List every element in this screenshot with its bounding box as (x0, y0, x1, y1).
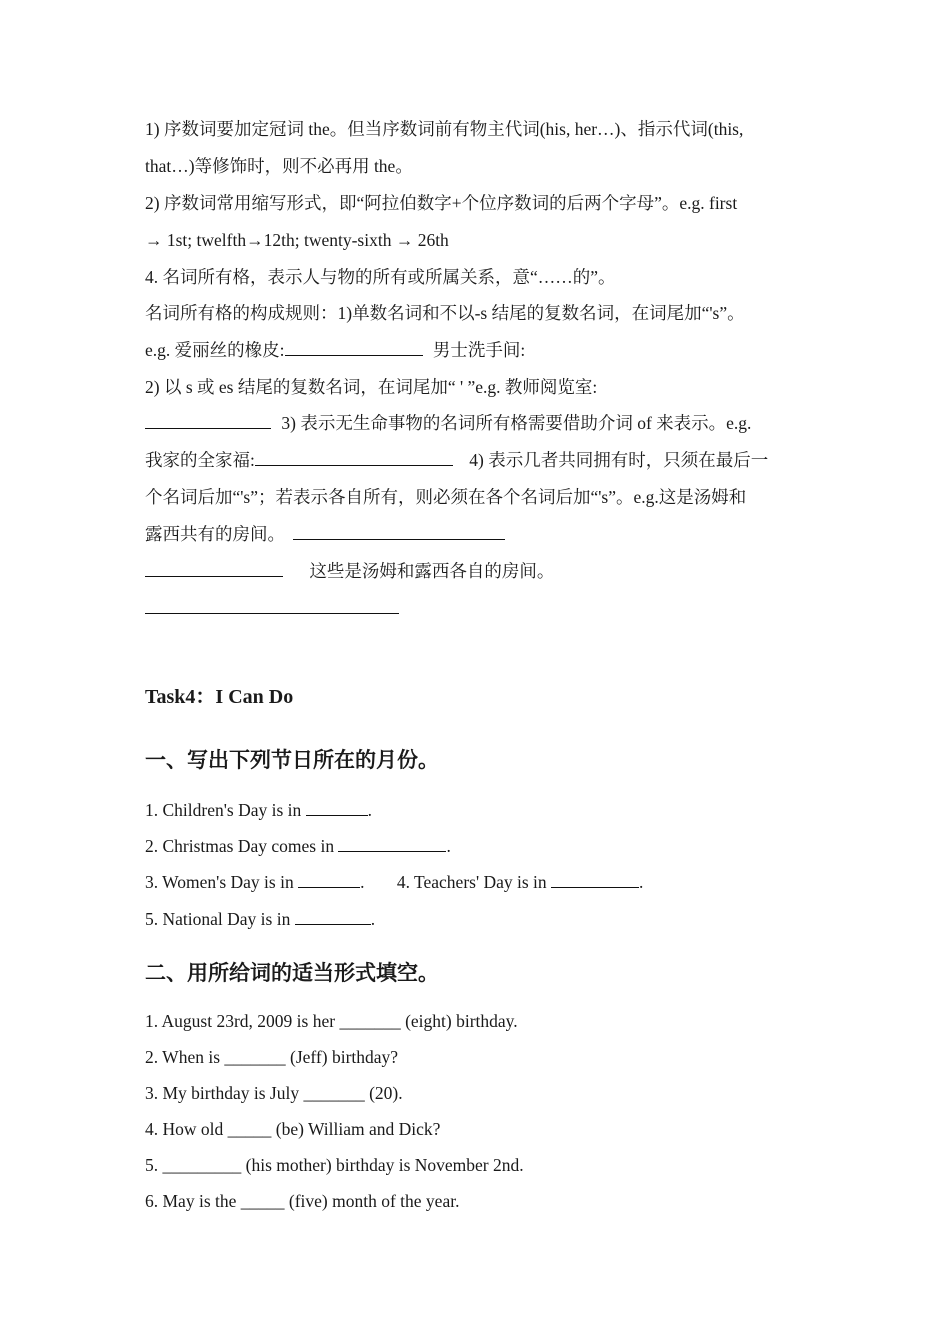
s1-q3-period: . (360, 872, 365, 892)
s1-q4-blank[interactable] (551, 873, 639, 888)
s2-question-5: 5. _________ (his mother) birthday is November 2nd. (145, 1155, 524, 1175)
note-line-8: 2) 以 s 或 es 结尾的复数名词，在词尾加“ ' ”e.g. 教师阅览室: (145, 377, 598, 397)
blank-family-photo[interactable] (255, 451, 453, 466)
s2-question-4: 4. How old _____ (be) William and Dick? (145, 1119, 441, 1139)
section-1-heading: 一、写出下列节日所在的月份。 (145, 747, 439, 772)
s1-q1-text: 1. Children's Day is in (145, 800, 302, 820)
s2-question-6: 6. May is the _____ (five) month of the year. (145, 1191, 460, 1211)
s1-q5-text: 5. National Day is in (145, 909, 291, 929)
task-heading: Task4：I Can Do (145, 686, 294, 708)
example-shared-room: 露西共有的房间。 (145, 524, 285, 544)
note-line-5: 4. 名词所有格，表示人与物的所有或所属关系，意“……的”。 (145, 267, 616, 287)
s1-question-3-4 (145, 872, 643, 893)
note-rule-4: 4) 表示几者共同拥有时，只须在最后一 (469, 450, 769, 470)
s1-q4-text: 4. Teachers' Day is in (396, 872, 547, 892)
s1-q2-period: . (446, 836, 451, 856)
blank-separate-rooms[interactable] (145, 599, 399, 614)
s2-question-3: 3. My birthday is July _______ (20). (145, 1083, 403, 1103)
s1-q1-blank[interactable] (306, 801, 368, 816)
section-2-heading: 二、用所给词的适当形式填空。 (145, 960, 439, 985)
s1-q1-period: . (367, 800, 373, 820)
s1-q4-period: . (639, 872, 644, 892)
note-line-4: → 1st; twelfth→12th; twenty-sixth → 26th (145, 230, 449, 250)
s1-question-2 (145, 836, 451, 857)
example-family-photo: 我家的全家福: (145, 450, 255, 470)
note-line-7 (145, 339, 525, 361)
example-separate-rooms: 这些是汤姆和露西各自的房间。 (309, 561, 555, 581)
example-alice-eraser: e.g. 爱丽丝的橡皮: (145, 340, 285, 360)
note-line-2: that…)等修饰时，则不必再用 the。 (145, 156, 413, 176)
note-line-13 (145, 560, 554, 582)
s1-q5-blank[interactable] (295, 910, 371, 925)
s1-q2-blank[interactable] (338, 837, 446, 852)
blank-alice-eraser[interactable] (285, 341, 423, 356)
s1-question-1 (145, 800, 372, 821)
note-line-1: 1) 序数词要加定冠词 the。但当序数词前有物主代词(his, her…)、指示代词(this, (145, 119, 744, 139)
blank-shared-room[interactable] (293, 525, 505, 540)
note-line-11: 个名词后加“'s”；若表示各自所有，则必须在各个名词后加“'s”。e.g.这是汤姆和 (145, 487, 747, 507)
blank-shared-room-cont[interactable] (145, 562, 283, 577)
note-line-3: 2) 序数词常用缩写形式，即“阿拉伯数字+个位序数词的后两个字母”。e.g. first (145, 193, 738, 213)
note-line-9 (145, 412, 751, 434)
s1-q3-text: 3. Women's Day is in (145, 872, 294, 892)
note-line-14 (145, 597, 399, 619)
note-rule-3: 3) 表示无生命事物的名词所有格需要借助介词 of 来表示。e.g. (281, 413, 752, 433)
example-mens-restroom: 男士洗手间: (432, 340, 526, 360)
s1-q3-blank[interactable] (298, 873, 360, 888)
s1-q2-text: 2. Christmas Day comes in (145, 836, 335, 856)
s1-question-5 (145, 909, 375, 930)
s2-question-2: 2. When is _______ (Jeff) birthday? (145, 1047, 399, 1067)
blank-teachers-reading-room[interactable] (145, 414, 271, 429)
s1-q5-period: . (370, 909, 376, 929)
s2-question-1: 1. August 23rd, 2009 is her _______ (eight) birthday. (145, 1011, 518, 1031)
note-line-10 (145, 449, 768, 471)
note-line-6: 名词所有格的构成规则：1)单数名词和不以-s 结尾的复数名词，在词尾加“'s”。 (145, 303, 745, 323)
note-line-12 (145, 523, 505, 545)
